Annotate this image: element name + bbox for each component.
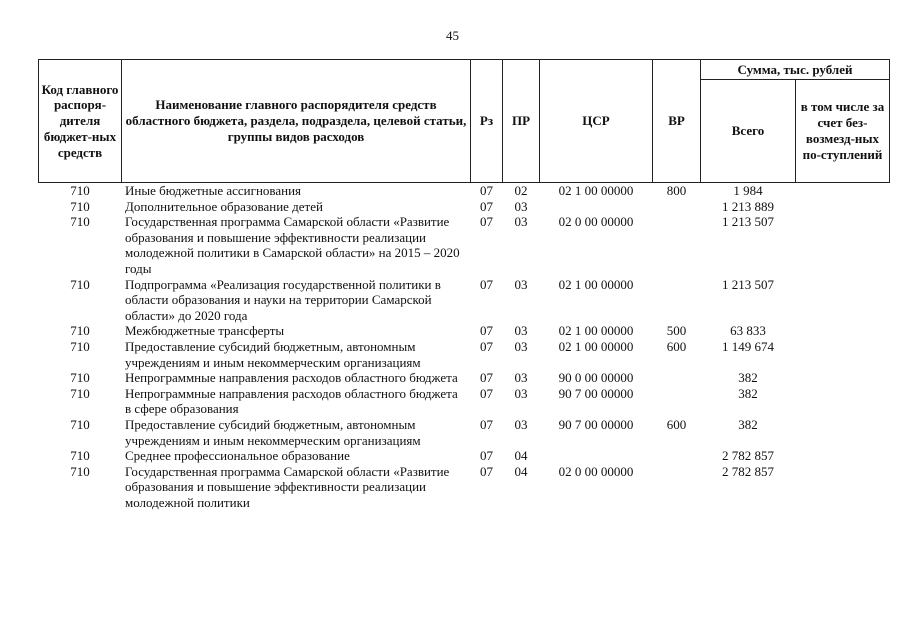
cell-pr: 03: [514, 385, 528, 401]
cell-code: 710: [70, 448, 90, 464]
table-row: [39, 386, 890, 417]
table-row: [39, 277, 890, 324]
cell-code: 710: [70, 416, 90, 432]
cell-total: 2 782 857: [722, 448, 774, 464]
header-name: Наименование главного распорядителя средств областного бюджета, раздела, подраздела, целевой статьи, группы видов расходов: [122, 60, 471, 183]
cell-code: 710: [70, 323, 90, 339]
cell-vr: 600: [666, 338, 687, 354]
cell-total: 1 213 507: [722, 276, 774, 292]
cell-incl: [796, 339, 890, 370]
table-row: [39, 199, 890, 215]
cell-name: Дополнительное образование детей: [125, 198, 323, 214]
cell-code: 710: [70, 214, 90, 230]
header-rz: Рз: [471, 60, 503, 183]
cell-name: Среднее профессиональное образование: [125, 448, 350, 464]
cell-rz: 07: [480, 214, 493, 230]
cell-total: 1 149 674: [722, 338, 774, 354]
cell-vr: [653, 386, 701, 417]
cell-rz: 07: [480, 198, 493, 214]
cell-incl: [796, 386, 890, 417]
table-row: [39, 370, 890, 386]
header-total: Всего: [701, 80, 796, 183]
table-row: [39, 323, 890, 339]
cell-rz: 07: [480, 370, 493, 386]
cell-vr: [653, 464, 701, 511]
cell-name: Непрограммные направления расходов областного бюджета: [125, 370, 458, 386]
table-row: [39, 464, 890, 511]
cell-rz: 07: [480, 448, 493, 464]
cell-name: Государственная программа Самарской области «Развитие образования и повышение эффективности реализации молодежной политики: [125, 463, 450, 510]
cell-total: 2 782 857: [722, 463, 774, 479]
cell-csr: 02 0 00 00000: [558, 463, 634, 479]
cell-name: Подпрограмма «Реализация государственной политики в области образования и науки на территории Самарской области» до 2020 года: [125, 276, 441, 323]
cell-csr: 02 1 00 00000: [558, 338, 634, 354]
cell-name: Предоставление субсидий бюджетным, автономным учреждениям и иным некоммерческим организациям: [125, 416, 421, 448]
cell-rz: 07: [480, 183, 493, 198]
cell-rz: 07: [480, 385, 493, 401]
cell-incl: [796, 277, 890, 324]
cell-vr: 500: [666, 323, 687, 339]
table-row: [39, 339, 890, 370]
header-sum-group: Сумма, тыс. рублей: [701, 60, 890, 80]
cell-incl: [796, 214, 890, 276]
cell-csr: 02 0 00 00000: [558, 214, 634, 230]
cell-vr: 600: [666, 416, 687, 432]
cell-csr: 02 1 00 00000: [558, 183, 634, 198]
cell-pr: 03: [514, 198, 528, 214]
cell-code: 710: [70, 385, 90, 401]
cell-code: 710: [70, 198, 90, 214]
cell-total: 1 984: [733, 183, 763, 198]
cell-code: 710: [70, 370, 90, 386]
cell-total: 63 833: [730, 323, 766, 339]
header-vr: ВР: [653, 60, 701, 183]
header-incl: в том числе за счет без-возмезд-ных по-ступлений: [796, 80, 890, 183]
cell-name: Иные бюджетные ассигнования: [125, 183, 302, 198]
cell-incl: [796, 448, 890, 464]
cell-name: Непрограммные направления расходов областного бюджета в сфере образования: [125, 385, 458, 417]
cell-rz: 07: [480, 338, 493, 354]
cell-incl: [796, 417, 890, 448]
table-row: [39, 183, 890, 199]
cell-code: 710: [70, 276, 90, 292]
cell-pr: 02: [514, 183, 528, 198]
table-header: [39, 60, 890, 183]
cell-rz: 07: [480, 276, 493, 292]
cell-vr: [653, 277, 701, 324]
header-csr: ЦСР: [540, 60, 653, 183]
cell-pr: 03: [514, 416, 528, 432]
cell-incl: [796, 183, 890, 199]
cell-name: Предоставление субсидий бюджетным, автономным учреждениям и иным некоммерческим организациям: [125, 338, 421, 370]
cell-csr: 90 7 00 00000: [558, 416, 634, 432]
cell-name: Межбюджетные трансферты: [125, 323, 285, 339]
cell-incl: [796, 323, 890, 339]
header-code: Код главного распоря-дителя бюджет-ных средств: [39, 60, 122, 183]
cell-csr: 02 1 00 00000: [558, 276, 634, 292]
cell-total: 382: [738, 370, 758, 386]
cell-vr: 800: [666, 183, 687, 198]
table-body: [39, 183, 890, 511]
cell-code: 710: [70, 338, 90, 354]
cell-csr: 90 7 00 00000: [558, 385, 634, 401]
cell-pr: 03: [514, 370, 528, 386]
cell-total: 382: [738, 385, 758, 401]
cell-incl: [796, 199, 890, 215]
cell-vr: [653, 370, 701, 386]
cell-incl: [796, 464, 890, 511]
header-pr: ПР: [503, 60, 540, 183]
cell-rz: 07: [480, 323, 493, 339]
cell-pr: 03: [514, 323, 528, 339]
cell-csr: [540, 199, 653, 215]
cell-incl: [796, 370, 890, 386]
cell-name: Государственная программа Самарской области «Развитие образования и повышение эффективности реализации молодежной политики в Самарской области» на 2015 – 2020 годы: [125, 214, 460, 276]
cell-total: 1 213 507: [722, 214, 774, 230]
cell-vr: [653, 214, 701, 276]
table-row: [39, 448, 890, 464]
cell-pr: 03: [514, 214, 528, 230]
cell-vr: [653, 448, 701, 464]
cell-csr: [540, 448, 653, 464]
cell-rz: 07: [480, 416, 493, 432]
cell-code: 710: [70, 463, 90, 479]
cell-pr: 03: [514, 338, 528, 354]
cell-total: 382: [738, 416, 758, 432]
cell-pr: 04: [514, 448, 528, 464]
table-row: [39, 417, 890, 448]
cell-pr: 03: [514, 276, 528, 292]
cell-csr: 02 1 00 00000: [558, 323, 634, 339]
cell-vr: [653, 199, 701, 215]
cell-csr: 90 0 00 00000: [558, 370, 634, 386]
table-row: [39, 214, 890, 276]
budget-table: [38, 59, 890, 510]
cell-pr: 04: [514, 463, 528, 479]
cell-rz: 07: [480, 463, 493, 479]
cell-code: 710: [70, 183, 90, 198]
cell-total: 1 213 889: [722, 198, 774, 214]
page-number: 45: [446, 28, 459, 43]
